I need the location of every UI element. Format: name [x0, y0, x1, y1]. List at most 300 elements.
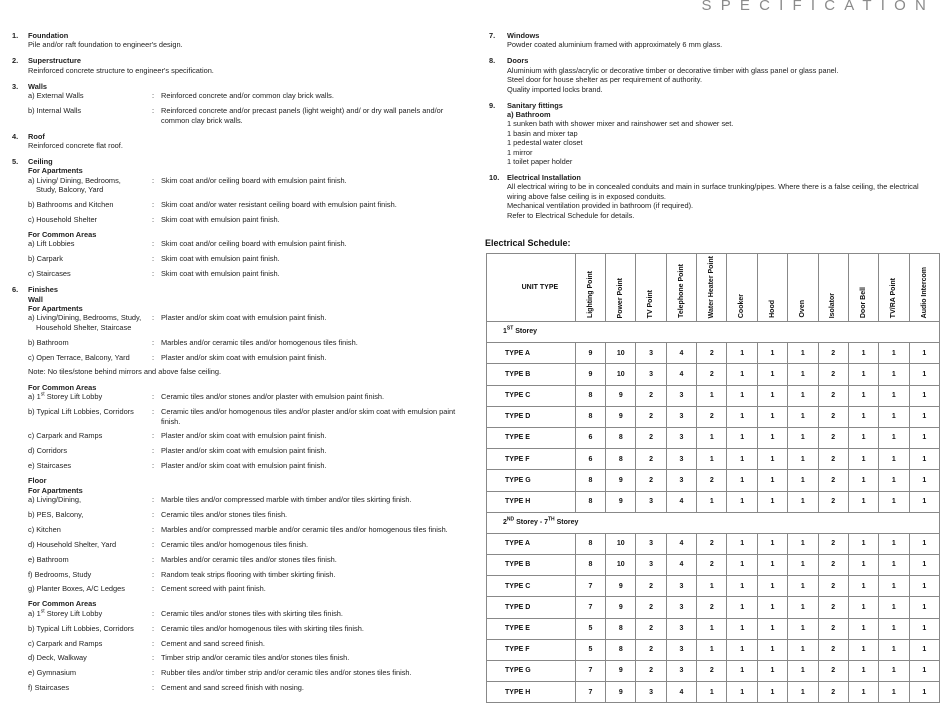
spec-row [28, 639, 480, 648]
column-header-label: Cooker [738, 293, 746, 318]
unit-type-cell: TYPE F [487, 449, 576, 470]
value-cell: 7 [575, 576, 605, 597]
value-cell: 2 [818, 576, 848, 597]
value-cell: 1 [848, 385, 878, 406]
subsection-title: For Apartments [28, 166, 83, 176]
colon: : [152, 175, 155, 185]
colon: : [152, 446, 155, 456]
column-header-label: TV/RA Point [890, 277, 898, 318]
spec-label: b) Internal Walls [28, 106, 82, 116]
section-title: Sanitary fittings [507, 100, 563, 110]
value-cell: 2 [697, 470, 727, 491]
spec-row [28, 239, 480, 248]
column-header-label: Power Point [617, 277, 625, 318]
table-row [487, 385, 940, 406]
spec-label: d) Corridors [28, 446, 68, 456]
spec-row [28, 431, 480, 440]
value-cell: 9 [606, 491, 636, 512]
value-cell: 1 [757, 470, 787, 491]
colon: : [152, 352, 155, 362]
colon: : [152, 539, 155, 549]
table-row [487, 449, 940, 470]
value-cell: 1 [909, 555, 939, 576]
column-header [636, 254, 666, 322]
value-cell: 1 [757, 449, 787, 470]
spec-label: b) Bathrooms and Kitchen [28, 200, 114, 210]
subsection-title: For Common Areas [28, 599, 97, 609]
value-cell: 2 [636, 406, 666, 427]
value-cell: 1 [757, 618, 787, 639]
table-row [487, 682, 940, 703]
colon: : [152, 269, 155, 279]
column-header-label: Audio Intercom [920, 266, 928, 318]
section-number: 2. [12, 56, 19, 66]
value-cell: 8 [575, 555, 605, 576]
spec-label: a) External Walls [28, 91, 84, 101]
unit-type-cell: TYPE B [487, 555, 576, 576]
spec-label: b) Bathroom [28, 337, 69, 347]
column-header [575, 254, 605, 322]
spec-desc: Ceramic tiles and/or homogenous tiles finish. [161, 539, 309, 549]
spec-row [28, 525, 480, 534]
value-cell: 1 [788, 343, 818, 364]
spec-row [28, 584, 480, 593]
value-cell: 3 [666, 406, 696, 427]
spec-desc: Rubber tiles and/or timber strip and/or ceramic tiles and/or stones tiles finish. [161, 668, 412, 678]
value-cell: 1 [757, 491, 787, 512]
value-cell: 1 [757, 364, 787, 385]
spec-row [28, 338, 480, 347]
value-cell: 9 [606, 661, 636, 682]
value-cell: 1 [879, 682, 909, 703]
value-cell: 1 [788, 639, 818, 660]
section-line: Mechanical ventilation provided in bathroom (if required). [507, 201, 694, 211]
value-cell: 1 [727, 555, 757, 576]
value-cell: 1 [757, 597, 787, 618]
value-cell: 9 [606, 682, 636, 703]
unit-type-cell: TYPE H [487, 491, 576, 512]
value-cell: 2 [697, 555, 727, 576]
value-cell: 2 [636, 449, 666, 470]
value-cell: 8 [606, 449, 636, 470]
table-row [487, 576, 940, 597]
value-cell: 2 [697, 533, 727, 554]
spec-label: c) Carpark and Ramps [28, 431, 103, 441]
value-cell: 4 [666, 491, 696, 512]
colon: : [152, 214, 155, 224]
value-cell: 9 [575, 364, 605, 385]
colon: : [152, 683, 155, 693]
spec-row [28, 446, 480, 455]
value-cell: 1 [757, 406, 787, 427]
spec-label: a) Living/Dining, [28, 495, 81, 504]
value-cell: 9 [606, 470, 636, 491]
value-cell: 1 [848, 449, 878, 470]
value-cell: 2 [697, 406, 727, 427]
spec-label: d) Household Shelter, Yard [28, 539, 117, 549]
table-row [487, 427, 940, 448]
column-header-label: Lighting Point [586, 270, 594, 318]
value-cell: 6 [575, 449, 605, 470]
spec-row [28, 510, 480, 519]
colon: : [152, 509, 155, 519]
section-line: 1 sunken bath with shower mixer and rainshower set and shower set. [507, 119, 734, 129]
electrical-schedule-table [486, 253, 940, 703]
value-cell: 1 [727, 427, 757, 448]
column-header-label: Telephone Point [677, 264, 685, 318]
spec-desc: Random teak strips flooring with timber skirting finish. [161, 569, 336, 579]
value-cell: 1 [909, 427, 939, 448]
spec-desc: Marble tiles and/or compressed marble with timber and/or tiles skirting finish. [161, 495, 412, 504]
value-cell: 1 [697, 449, 727, 470]
section-number: 9. [489, 100, 496, 110]
table-row [487, 618, 940, 639]
spec-row [28, 461, 480, 470]
storey-group-row [487, 322, 940, 343]
spec-desc: Marbles and/or compressed marble and/or ceramic tiles and/or homogenous tiles finish. [161, 524, 448, 534]
subsection-title: Wall [28, 294, 43, 304]
spec-label-line: Study, Balcony, Yard [36, 185, 104, 195]
value-cell: 1 [879, 533, 909, 554]
colon: : [152, 569, 155, 579]
spec-label: d) Deck, Walkway [28, 653, 87, 663]
label-part: Storey Lift Lobby [44, 608, 103, 618]
value-cell: 2 [818, 427, 848, 448]
colon: : [152, 623, 155, 633]
value-cell: 8 [606, 427, 636, 448]
value-cell: 1 [848, 555, 878, 576]
value-cell: 2 [636, 385, 666, 406]
value-cell: 1 [727, 639, 757, 660]
value-cell: 1 [757, 639, 787, 660]
spec-desc: Skim coat with emulsion paint finish. [161, 214, 280, 224]
label-superscript: st [40, 391, 45, 398]
value-cell: 9 [575, 343, 605, 364]
section-line: 1 basin and mixer tap [507, 128, 578, 138]
spec-row [28, 353, 480, 362]
value-cell: 1 [727, 364, 757, 385]
spec-desc: Marbles and/or ceramic tiles and/or homogenous tiles finish. [161, 337, 358, 347]
value-cell: 1 [909, 597, 939, 618]
storey-label [487, 322, 940, 343]
spec-desc: Skim coat and/or ceiling board with emulsion paint finish. [161, 175, 347, 185]
value-cell: 1 [879, 576, 909, 597]
value-cell: 1 [879, 427, 909, 448]
value-cell: 1 [848, 491, 878, 512]
section-windows [479, 31, 943, 50]
spec-row [28, 106, 480, 125]
colon: : [152, 638, 155, 648]
page-title: SPECIFICATION [701, 0, 935, 14]
unit-type-cell: TYPE F [487, 639, 576, 660]
value-cell: 2 [818, 343, 848, 364]
value-cell: 3 [666, 661, 696, 682]
spec-desc: Plaster and/or skim coat with emulsion paint finish. [161, 313, 327, 323]
spec-row [28, 91, 480, 100]
spec-label: c) Kitchen [28, 524, 61, 534]
label-superscript: st [40, 608, 45, 615]
section-number: 8. [489, 56, 496, 66]
value-cell: 1 [757, 682, 787, 703]
value-cell: 1 [788, 427, 818, 448]
column-header-label: Isolator [829, 292, 837, 318]
unit-type-cell: TYPE A [487, 343, 576, 364]
section-doors [479, 56, 943, 94]
spec-row [28, 668, 480, 677]
value-cell: 3 [636, 364, 666, 385]
section-title: Foundation [28, 31, 69, 40]
spec-label-line: Household Shelter, Staircase [36, 322, 132, 332]
table-row [487, 639, 940, 660]
spec-desc: Ceramic tiles and/or stones tiles with skirting tiles finish. [161, 608, 343, 618]
section-superstructure [0, 56, 480, 75]
colon: : [152, 337, 155, 347]
value-cell: 1 [848, 597, 878, 618]
value-cell: 1 [848, 470, 878, 491]
storey-superscript: TH [548, 516, 555, 523]
value-cell: 8 [575, 491, 605, 512]
subsection-title: For Common Areas [28, 382, 97, 392]
unit-type-cell: TYPE A [487, 533, 576, 554]
value-cell: 1 [788, 576, 818, 597]
value-cell: 1 [848, 343, 878, 364]
subsection-title: For Apartments [28, 485, 83, 495]
spec-label: c) Staircases [28, 269, 71, 279]
spec-label-line: a) Living/Dining, Bedrooms, Study, [28, 313, 142, 323]
section-number: 1. [12, 31, 19, 40]
spec-row [28, 254, 480, 263]
value-cell: 2 [818, 470, 848, 491]
value-cell: 1 [879, 406, 909, 427]
value-cell: 1 [879, 385, 909, 406]
column-header [727, 254, 757, 322]
spec-desc: Skim coat and/or water resistant ceiling board with emulsion paint finish. [161, 200, 397, 210]
value-cell: 1 [697, 491, 727, 512]
value-cell: 1 [848, 533, 878, 554]
section-line: Quality imported locks brand. [507, 84, 603, 94]
value-cell: 1 [909, 449, 939, 470]
value-cell: 8 [606, 618, 636, 639]
colon: : [152, 608, 155, 618]
value-cell: 1 [909, 639, 939, 660]
value-cell: 4 [666, 364, 696, 385]
spec-label: a) Lift Lobbies [28, 239, 75, 249]
spec-label: c) Household Shelter [28, 214, 98, 224]
value-cell: 1 [879, 364, 909, 385]
table-row [487, 406, 940, 427]
value-cell: 1 [909, 406, 939, 427]
spec-row [28, 215, 480, 224]
value-cell: 4 [666, 682, 696, 703]
value-cell: 9 [606, 406, 636, 427]
right-column [479, 31, 943, 227]
spec-label: b) Typical Lift Lobbies, Corridors [28, 623, 134, 633]
value-cell: 3 [636, 491, 666, 512]
value-cell: 3 [666, 427, 696, 448]
value-cell: 1 [788, 491, 818, 512]
value-cell: 2 [818, 639, 848, 660]
value-cell: 1 [788, 364, 818, 385]
value-cell: 7 [575, 661, 605, 682]
storey-group-row [487, 512, 940, 533]
value-cell: 1 [727, 470, 757, 491]
value-cell: 1 [909, 343, 939, 364]
spec-row [28, 653, 480, 662]
value-cell: 3 [636, 343, 666, 364]
column-header [818, 254, 848, 322]
value-cell: 1 [848, 364, 878, 385]
spec-label [28, 609, 152, 618]
section-number: 3. [12, 81, 19, 91]
column-header-label: Hood [768, 300, 776, 318]
spec-row [28, 407, 480, 426]
value-cell: 7 [575, 597, 605, 618]
spec-desc: Plaster and/or skim coat with emulsion paint finish. [161, 352, 327, 362]
section-roof [0, 132, 480, 151]
spec-label: b) Carpark [28, 254, 63, 264]
section-title: Walls [28, 81, 48, 91]
value-cell: 8 [575, 406, 605, 427]
column-header-label: Water Heater Point [708, 255, 716, 318]
spec-row [28, 570, 480, 579]
value-cell: 1 [727, 597, 757, 618]
spec-label [28, 176, 152, 195]
value-cell: 5 [575, 639, 605, 660]
value-cell: 3 [666, 449, 696, 470]
value-cell: 1 [848, 427, 878, 448]
table-row [487, 470, 940, 491]
value-cell: 1 [909, 491, 939, 512]
value-cell: 1 [879, 343, 909, 364]
column-header [697, 254, 727, 322]
colon: : [152, 313, 155, 323]
value-cell: 2 [818, 555, 848, 576]
value-cell: 1 [788, 555, 818, 576]
value-cell: 1 [727, 343, 757, 364]
value-cell: 1 [848, 661, 878, 682]
spec-desc: Plaster and/or skim coat with emulsion paint finish. [161, 461, 327, 471]
spec-label: e) Staircases [28, 461, 72, 471]
subsection-title: Floor [28, 476, 47, 486]
value-cell: 1 [909, 682, 939, 703]
unit-type-cell: TYPE G [487, 661, 576, 682]
section-number: 7. [489, 31, 496, 40]
colon: : [152, 106, 155, 116]
value-cell: 2 [697, 343, 727, 364]
storey-text: 1 [503, 328, 507, 336]
value-cell: 1 [727, 449, 757, 470]
value-cell: 2 [636, 427, 666, 448]
section-finishes [0, 285, 480, 693]
spec-row [28, 176, 480, 195]
spec-label: e) Bathroom [28, 554, 69, 564]
colon: : [152, 524, 155, 534]
section-title: Electrical Installation [507, 173, 581, 183]
value-cell: 10 [606, 364, 636, 385]
value-cell: 1 [757, 343, 787, 364]
value-cell: 3 [666, 470, 696, 491]
value-cell: 10 [606, 343, 636, 364]
table-row [487, 597, 940, 618]
section-number: 5. [12, 156, 19, 166]
value-cell: 1 [697, 385, 727, 406]
column-header [879, 254, 909, 322]
left-column [0, 31, 480, 699]
value-cell: 5 [575, 618, 605, 639]
subsection-title: For Common Areas [28, 229, 97, 239]
column-header-unit-type: UNIT TYPE [487, 254, 576, 322]
storey-label [487, 512, 940, 533]
spec-label-line: a) Living/ Dining, Bedrooms, [28, 175, 121, 185]
value-cell: 1 [727, 682, 757, 703]
value-cell: 1 [697, 427, 727, 448]
storey-superscript: ND [506, 516, 515, 523]
storey-text: Storey [513, 328, 538, 336]
value-cell: 2 [697, 364, 727, 385]
section-title: Ceiling [28, 156, 53, 166]
spec-desc: Timber strip and/or ceramic tiles and/or stones tiles finish. [161, 653, 350, 663]
value-cell: 1 [757, 661, 787, 682]
section-text: Reinforced concrete structure to engineer's specification. [28, 65, 214, 75]
value-cell: 1 [848, 406, 878, 427]
unit-type-cell: TYPE C [487, 576, 576, 597]
value-cell: 1 [879, 597, 909, 618]
value-cell: 8 [606, 639, 636, 660]
value-cell: 1 [909, 533, 939, 554]
colon: : [152, 431, 155, 441]
value-cell: 1 [788, 533, 818, 554]
value-cell: 3 [636, 533, 666, 554]
spec-row [28, 313, 480, 332]
spec-desc: Ceramic tiles and/or stones tiles finish. [161, 509, 288, 519]
value-cell: 1 [727, 576, 757, 597]
value-cell: 1 [757, 385, 787, 406]
value-cell: 4 [666, 533, 696, 554]
spec-label: f) Staircases [28, 683, 70, 693]
value-cell: 1 [788, 618, 818, 639]
value-cell: 1 [727, 491, 757, 512]
colon: : [152, 91, 155, 101]
value-cell: 1 [697, 639, 727, 660]
storey-text: Storey [554, 519, 579, 527]
value-cell: 1 [879, 661, 909, 682]
column-header-label: Oven [799, 300, 807, 318]
column-header [757, 254, 787, 322]
value-cell: 2 [818, 406, 848, 427]
value-cell: 1 [757, 555, 787, 576]
value-cell: 2 [697, 661, 727, 682]
value-cell: 1 [788, 406, 818, 427]
spec-desc: Cement and sand screed finish. [161, 638, 265, 648]
value-cell: 1 [879, 449, 909, 470]
label-part: a) 1 [28, 608, 41, 618]
colon: : [152, 554, 155, 564]
column-header [666, 254, 696, 322]
label-part: Storey Lift Lobby [44, 392, 103, 402]
spec-row [28, 624, 480, 633]
section-line: 1 toilet paper holder [507, 157, 573, 167]
colon: : [152, 407, 155, 417]
colon: : [152, 254, 155, 264]
colon: : [152, 461, 155, 471]
unit-type-cell: TYPE E [487, 618, 576, 639]
subsection-title: For Apartments [28, 303, 83, 313]
section-number: 6. [12, 285, 19, 295]
value-cell: 1 [697, 576, 727, 597]
value-cell: 2 [636, 470, 666, 491]
table-row [487, 491, 940, 512]
spec-desc: Ceramic tiles and/or homogenous tiles with skirting tiles finish. [161, 623, 364, 633]
